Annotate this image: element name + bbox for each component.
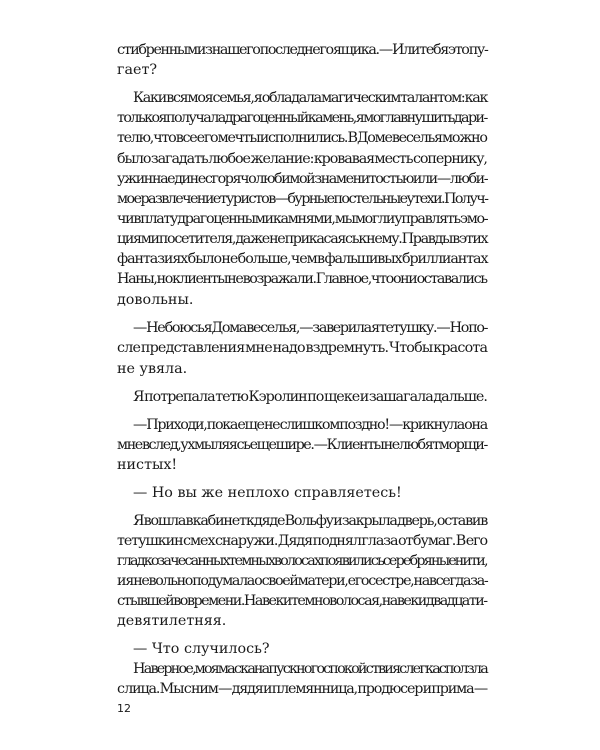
text-line: гает? — [117, 62, 158, 78]
text-line: циями посетителя, даже не прикасаясь к нему. Правды в этих — [117, 231, 488, 247]
text-line: не увяла. — [117, 361, 188, 377]
text-line: Я потрепала тетю Кэролин по щеке и зашагала дальше. — [133, 389, 487, 405]
text-line: стибренным из нашего последнего ящика. — Или тебя это пу- — [117, 42, 488, 58]
text-line: чив плату драгоценными камнями, мы могли управлять эмо- — [117, 211, 488, 227]
text-line: гладко зачесанных темных волосах появились серебряные нити, — [117, 553, 487, 569]
text-line: — Не боюсь я Дома веселья, — заверила я тетушку. — Но по- — [133, 320, 488, 336]
text-line: тетушкин смех снаружи. Дядя поднял глаза от бумаг. В его — [117, 533, 488, 549]
text-line: телю, что все его мечты исполнились. В Доме веселья можно — [117, 130, 487, 146]
text-line: стывшей во времени. Навеки темноволосая, навеки двадцати- — [117, 593, 487, 609]
text-line: Я вошла в кабинет к дяде Вольфу и закрыла дверь, оставив — [133, 513, 488, 529]
text-line: и я невольно подумала о своей матери, его сестре, навсегда за- — [117, 573, 488, 589]
text-line: довольны. — [117, 292, 194, 308]
text-line: Наны, но клиенты не возражали. Главное, что они оставались — [117, 271, 487, 287]
text-line: мне вслед, ухмыляясь еще шире. — Клиенты не любят морщи- — [117, 437, 487, 453]
text-line: девятилетняя. — [117, 613, 227, 629]
text-line: — Что случилось? — [133, 641, 270, 657]
text-line: ужин наедине с горячо любимой знаменитостью или — люби- — [117, 171, 488, 187]
text-line: мое развлечение туристов — бурные постельные утехи. Получ- — [117, 191, 488, 207]
text-line: только я получала драгоценный камень, я могла внушить дари- — [117, 110, 487, 126]
text-line: сле представления мне надо вздремнуть. Чтобы красота — [117, 340, 488, 356]
text-line: с лица. Мы с ним — дядя и племянница, продюсер и прима — — [117, 681, 487, 697]
page-number: 12 — [117, 702, 131, 715]
text-line: Как и вся моя семья, я обладала магическим талантом: как — [133, 90, 488, 106]
text-line: — Приходи, пока еще не слишком поздно! — крикнула она — [133, 417, 487, 433]
text-line: было загадать любое желание: кровавая месть сопернику, — [117, 151, 487, 167]
text-line: фантазиях было не больше, чем в фальшивых бриллиантах — [117, 251, 488, 267]
text-line: нистых! — [117, 457, 178, 473]
text-line: — Но вы же неплохо справляетесь! — [133, 485, 402, 501]
text-line: Наверное, моя маска напускного спокойствия слегка сползла — [133, 661, 487, 677]
